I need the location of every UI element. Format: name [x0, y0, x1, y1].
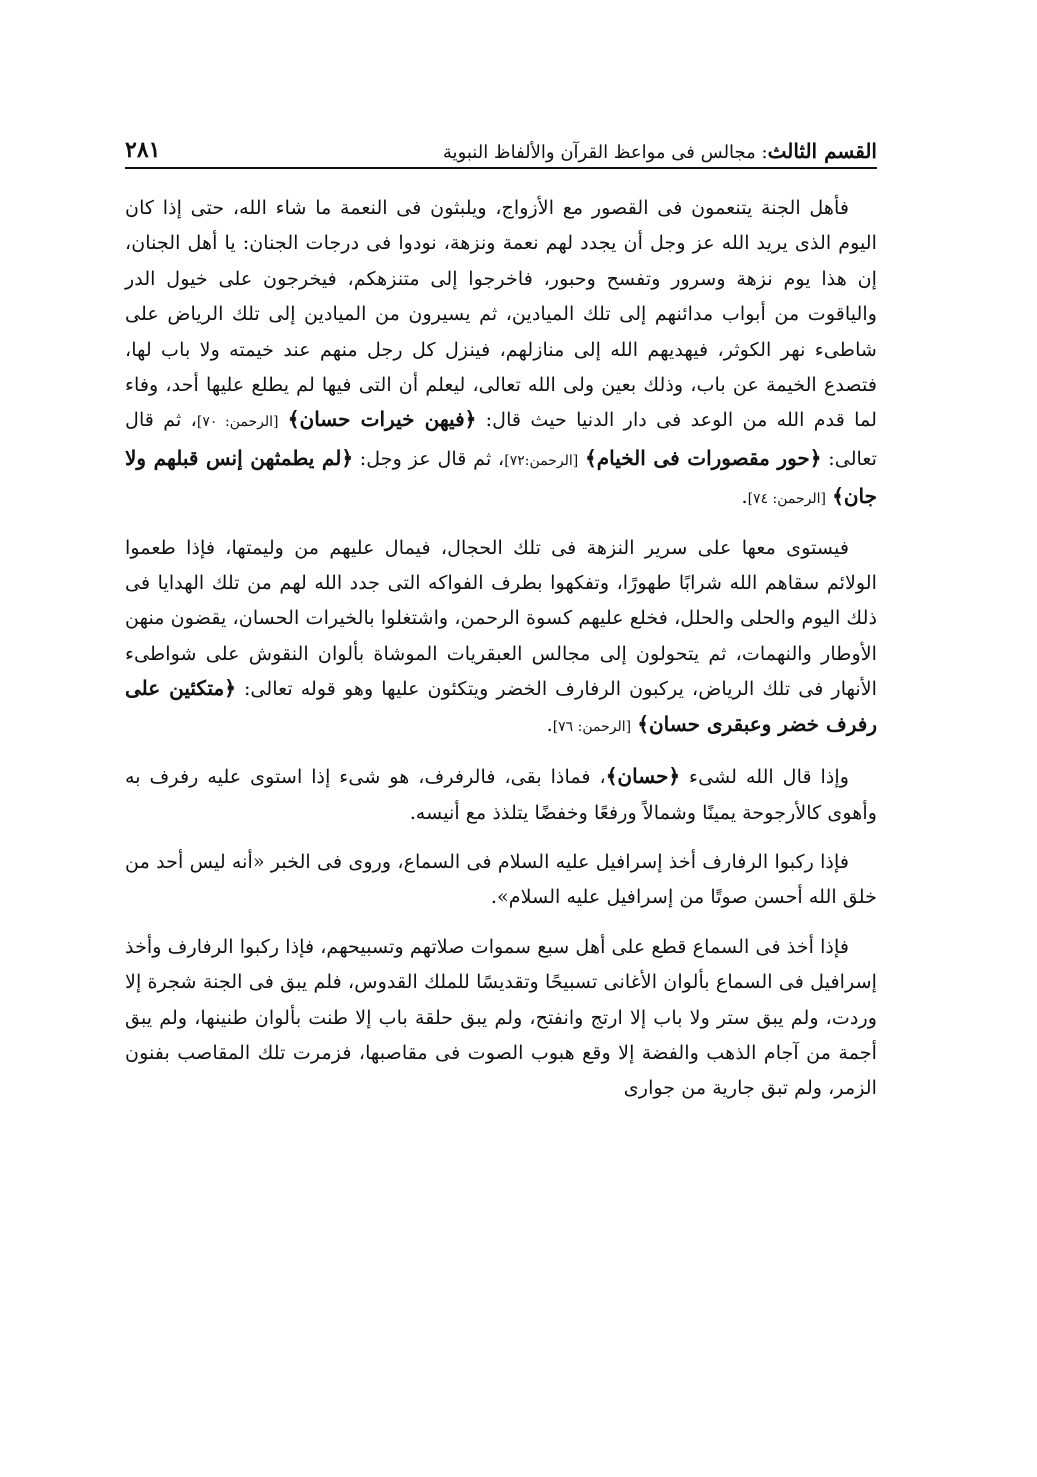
paragraph-2: [125, 530, 877, 745]
text-run: فأهل الجنة يتنعمون فى القصور مع الأزواج، ويلبثون فى النعمة ما شاء الله، حتى إذا كان اليوم الذى يريد الله عز وجل أن يجدد لهم نعمة ونزهة، نودوا فى درجات الجنان: يا أهل الجنان، إن هذا يوم نزهة وسرور وتفسح وحبور، فاخرجوا إلى متنزهكم، فيخرجون على خيول الدر والياقوت من أبواب مدائنهم إلى تلك الميادين، ثم يسيرون من الميادين إلى تلك الرياض على شاطىء نهر الكوثر، فيهديهم الله إلى منازلهم، فينزل كل رجل منهم عند خيمته ولا باب لها، فتصدع الخيمة عن باب، وذلك بعين ولى الله تعالى، ليعلم أن التى فيها لم يطلع عليها أحد، وفاء لما قدم الله من الوعد فى دار الدنيا حيث قال:: [125, 196, 877, 432]
quran-verse: ﴿حور مقصورات فى الخيام﴾: [585, 445, 822, 470]
text-run: وإذا قال الله لشىء: [680, 765, 850, 789]
text-run: فإذا ركبوا الرفارف أخذ إسرافيل عليه السلام فى السماع، وروى فى الخبر «أنه ليس أحد من خلق الله أحسن صوتًا من إسرافيل عليه السلام».: [125, 849, 877, 909]
verse-reference: [الرحمن:٧٢]: [504, 452, 579, 469]
running-title: [443, 139, 877, 163]
verse-reference: [الرحمن: ٧٦]: [552, 718, 632, 735]
paragraph-5: [125, 929, 877, 1106]
paragraph-4: [125, 844, 877, 915]
text-run: ، فماذا بقى، فالرفرف، هو شىء إذا استوى عليه رفرف به وأهوى كالأرجوحة يمينًا وشمالاً ورفعًا وخفضًا يتلذذ مع أنيسه.: [125, 765, 877, 824]
chapter-title: : مجالس فى مواعظ القرآن والألفاظ النبوية: [442, 142, 768, 163]
verse-reference: [الرحمن: ٧٤]: [747, 491, 827, 508]
body-text: [125, 190, 877, 1120]
verse-reference: [الرحمن: ٧٠]: [196, 414, 279, 431]
text-run: فيستوى معها على سرير النزهة فى تلك الحجال، فيمال عليهم من وليمتها، فإذا طعموا الولائم سقاهم الله شرابًا طهورًا، وتفكهوا بطرف الفواكه التى جدد الله لهم من تلك الهدايا فى ذلك اليوم والحلى والحلل، فخلع عليهم كسوة الرحمن، واشتغلوا بالخيرات الحسان، يقضون منهن الأوطار والنهمات، ثم يتحولون إلى مجالس العبقريات الموشاة بألوان النقوش على شواطىء الأنهار فى تلك الرياض، يركبون الرفارف الخضر ويتكئون عليها وهو قوله تعالى:: [125, 535, 877, 701]
page-number: ٢٨١: [125, 137, 161, 163]
section-name: القسم الثالث: [767, 139, 877, 163]
text-run: .: [546, 712, 553, 736]
paragraph-3: [125, 759, 877, 830]
quran-verse: ﴿متكئين على رفرف خضر وعبقرى حسان﴾: [125, 676, 877, 736]
quran-verse: ﴿لم يطمثهن إنس قبلهم ولا جان﴾: [125, 445, 877, 509]
text-run: ، ثم قال تعالى:: [125, 408, 878, 470]
quran-verse: ﴿حسان﴾: [605, 764, 681, 789]
quran-verse: ﴿فيهن خيرات حسان﴾: [287, 407, 477, 432]
text-run: ، ثم قال عز وجل:: [353, 446, 505, 470]
running-head: [125, 133, 877, 169]
text-run: فإذا أخذ فى السماع قطع على أهل سبع سموات صلاتهم وتسبيحهم، فإذا ركبوا الرفارف وأخذ إسرافيل فى السماع بألوان الأغانى تسبيحًا وتقديسًا للملك القدوس، فلم يبق فى الجنة شجرة إلا وردت، ولم يبق ستر ولا باب إلا ارتج وانفتح، ولم يبق حلقة باب إلا طنت بألوان طنينها، ولم يبق أجمة من آجام الذهب والفضة إلا وقع هبوب الصوت فى مقاصبها، فزمرت تلك المقاصب بفنون الزمر، ولم تبق جارية من جوارى: [125, 934, 877, 1100]
text-run: .: [741, 485, 748, 509]
paragraph-1: [125, 190, 877, 518]
